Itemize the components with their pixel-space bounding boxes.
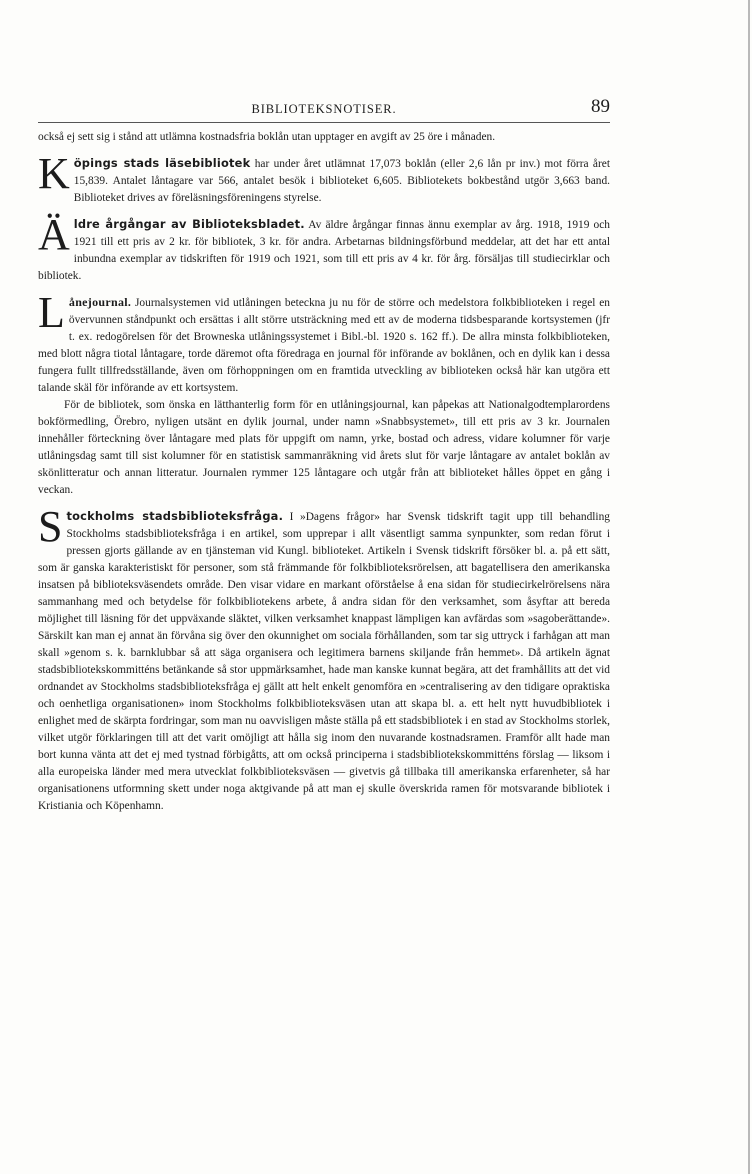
section-aldre <box>38 210 610 285</box>
section-koping <box>38 149 610 207</box>
lanejournal-paragraph-2: För de bibliotek, som önska en lätthanterlig form för en utlåningsjournal, kan påpekas att Nationalgodtemplarordens bokförmedling, Örebro, nyligen utsänt en dylik journal, under namn »Snabbsystemet», till ett pris av 3 kr. Journalen innehåller förteckning över låntagare med plats för uppgift om namn, yrke, bostad och adress, vidare kolumner för varje utlåningsdag samt till sist kolumner för en statistisk sammanräkning vid årets slut för varje låntagare av antalet boklån av skönlitteratur och annan litteratur. Journalen rymmer 125 låntagare och utgår från att biblioteket hålles öppet en gång i veckan. <box>38 399 610 496</box>
stockholm-paragraph <box>38 502 610 815</box>
header-rule <box>38 122 610 123</box>
page-number: 89 <box>591 96 610 117</box>
aldre-initial: Ä <box>38 210 70 259</box>
stockholm-body: I »Dagens frågor» har Svensk tidskrift tagit upp till behandling Stockholms stadsbiblioteksfråga i en artikel, som upprepar i allt väsentligt samma synpunkter, som redan förut i pressen gjorts gällande av en tjänsteman vid Kungl. biblioteket. Artikeln i Svensk tidskrift försöker bl. a. på ett sätt, som är ganska karakteristiskt för personer, som stå främmande för folkbiblioteksrörelsen, att bagatellisera den amerikanska insatsen på biblioteksväsendets område. Den visar vidare en markant oförståelse å ena sidan för studiecirkelrörelsens nära sammanhang med och betydelse för folkbibliotekens arbete, å andra sidan för den verksamhet, som åsyftar att bereda möjlighet till läsning för det uppväxande släktet, vilken verksamhet knappast lämpligen kan avfärdas som »sagoberättande». Särskilt kan man ej annat än förvåna sig över den okunnighet om sociala förhållanden, som tar sig uttryck i farhågan att man skall »genom s. k. barnklubbar så att säga organisera och legitimera barnens skiljande från hemmet». Då artikeln ägnat stadsbibliotekskommitténs betänkande så stor uppmärksamhet, hade man kanske kunnat begära, att det framhållits att det vid ordnandet av Stockholms stadsbiblioteksfråga ej gällt att helt enkelt genomföra en »centralisering av den tidigare opraktiska och oenhetliga organisationen» inom Stockholms folkbiblioteksväsen utan att skapa bl. a. ett helt nytt huvudbibliotek i enlighet med de skärpta fordringar, som man nu oavvisligen måste ställa på ett stadsbibliotek i en stad av Stockholms storlek, vilket utgör förklaringen till att det varit omöjligt att hålla sig inom den nuvarande kostnadsramen. Framför allt hade man bort kunna vänta att det ej med tystnad förbigåtts, att om också principerna i stadsbibliotekskommitténs förslag — liksom i alla europeiska länder med mera utvecklat folkbiblioteksväsen — givetvis gå tillbaka till amerikanska erfarenheter, så har organisationens utformning skett under noga aktgivande på att man ej skulle överskrida ramen för motsvarande bibliotek i Kristiania och Köpenhamn. <box>38 511 610 812</box>
stockholm-heading: tockholms stadsbiblioteksfråga. <box>66 509 284 523</box>
page <box>38 96 610 815</box>
lanejournal-heading: ånejournal. <box>68 295 132 309</box>
aldre-heading: ldre årgångar av Biblioteksbladet. <box>73 217 305 231</box>
koping-heading: öpings stads läsebibliotek <box>73 156 251 170</box>
intro-paragraph: också ej sett sig i stånd att utlämna kostnadsfria boklån utan upptager en avgift av 25 öre i månaden. <box>38 131 496 143</box>
section-lanejournal <box>38 288 610 499</box>
lanejournal-initial: L <box>38 288 65 337</box>
scan-edge-line <box>748 0 750 1174</box>
running-title: BIBLIOTEKSNOTISER. <box>251 102 397 116</box>
stockholm-initial: S <box>38 502 63 551</box>
lanejournal-body: Journalsystemen vid utlåningen beteckna ju nu för de större och medelstora folkbiblioteken i regel en övervunnen ståndpunkt och ersättas i allt större utsträckning med ett av de moderna tidsbesparande kortsystemen (jfr t. ex. redogörelsen för det Browneska utlåningssystemet i Bibl.-bl. 1920 s. 162 ff.). De allra minsta folkbiblioteken, med blott några tiotal låntagare, torde däremot ofta föredraga en journal för införande av boklånen, och en dylik kan i dessa fungera fullt tillfredsställande, även om förhoppningen om en framtida utveckling av biblioteken också här kan utgöra ett talande skäl för införande av ett kortsystem. <box>38 297 610 394</box>
running-head <box>38 96 610 118</box>
aldre-paragraph <box>38 210 610 285</box>
section-stockholm <box>38 502 610 815</box>
koping-body: har under året utlämnat 17,073 boklån (eller 2,6 lån pr inv.) mot förra året 15,839. Antalet låntagare var 566, antalet besök i biblioteket 6,605. Bibliotekets bokbestånd utgör 3,663 band. Biblioteket drives av föreläsningsföreningens styrelse. <box>73 158 610 204</box>
aldre-body: Av äldre årgångar finnas ännu exemplar av årg. 1918, 1919 och 1921 till ett pris av 2 kr. för bibliotek, 3 kr. för andra. Arbetarnas bildningsförbund meddelar, att det har ett antal inbundna exemplar av tidskriften för 1919 och 1921, som till ett pris av 4 kr. för årg. försäljas till studiecirklar och bibliotek. <box>38 219 610 282</box>
koping-initial: K <box>38 149 70 198</box>
koping-paragraph <box>38 149 610 207</box>
lanejournal-paragraph <box>38 288 610 397</box>
